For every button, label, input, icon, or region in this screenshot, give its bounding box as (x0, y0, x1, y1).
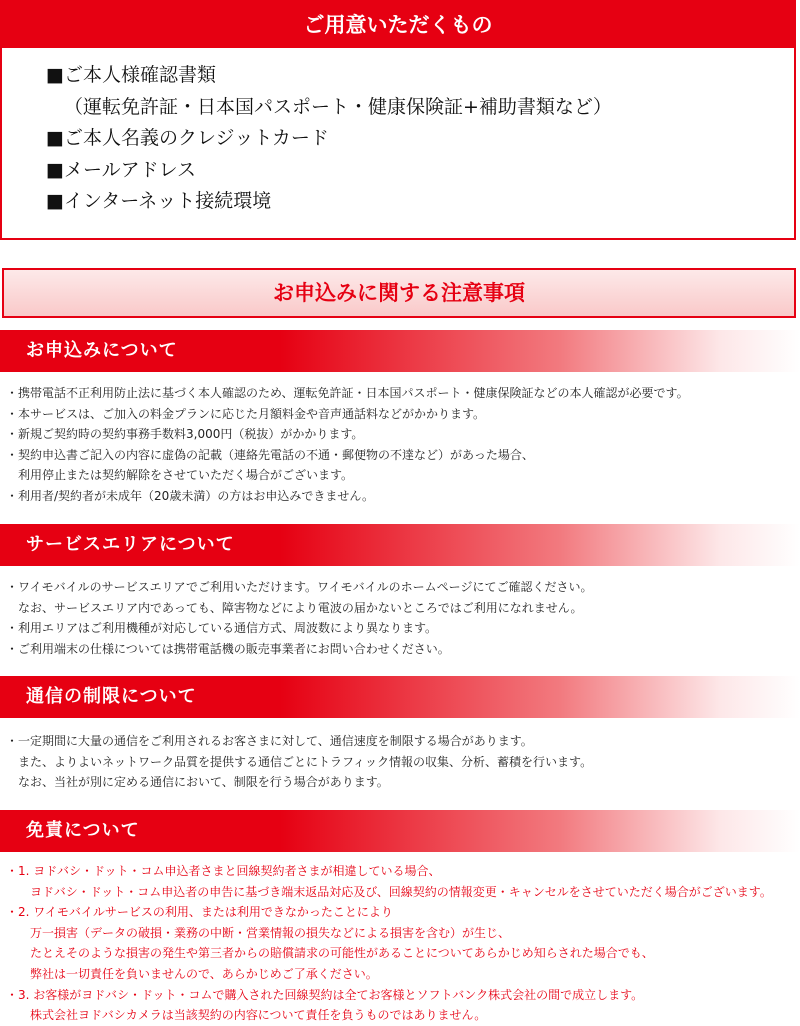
section-header-disclaimer: 免責について (0, 810, 800, 852)
text-line: 万一損害（データの破損・業務の中断・営業情報の損失などによる損害を含む）が生じ、 (6, 925, 511, 940)
text-line: 利用停止または契約解除をさせていただく場合がございます。 (6, 468, 354, 483)
preparation-item: ■ご本人名義のクレジットカード (46, 127, 329, 149)
section-header-application: お申込みについて (0, 330, 800, 372)
text-line: ・利用者/契約者が未成年（20歳未満）の方はお申込みできません。 (6, 488, 375, 503)
text-line: ヨドバシ・ドット・コム申込者の申告に基づき端末返品対応及び、回線契約の情報変更・キャンセルをさせていただく場合がございます。 (6, 884, 772, 899)
text-line: ・本サービスは、ご加入の料金プランに応じた月額料金や音声通話料などがかかります。 (6, 406, 486, 421)
section-body-application (6, 383, 796, 507)
notice-title: お申込みに関する注意事項 (2, 268, 796, 318)
text-line: ・契約申込書ご記入の内容に虚偽の記載（連絡先電話の不通・郵便物の不達など）があった場合、 (6, 447, 534, 462)
preparation-item: ■インターネット接続環境 (46, 190, 272, 212)
text-line: ・3. お客様がヨドバシ・ドット・コムで購入された回線契約は全てお客様とソフトバンク株式会社の間で成立します。 (6, 987, 644, 1002)
section-body-service-area (6, 577, 796, 659)
preparation-item: ■ご本人様確認書類 (46, 64, 216, 86)
text-line: ・1. ヨドバシ・ドット・コム申込者さまと回線契約者さまが相違している場合、 (6, 864, 441, 878)
preparation-item: ■メールアドレス (46, 158, 197, 181)
preparation-item-note: （運転免許証・日本国パスポート・健康保険証+補助書類など） (64, 95, 612, 118)
text-line: なお、サービスエリア内であっても、障害物などにより電波の届かないところではご利用になれません。 (6, 600, 583, 615)
text-line: ・2. ワイモバイルサービスの利用、または利用できなかったことにより (6, 905, 393, 920)
preparation-list (46, 60, 612, 218)
text-line: ・ワイモバイルのサービスエリアでご利用いただけます。ワイモバイルのホームページにてご確認ください。 (6, 580, 593, 594)
text-line: ・新規ご契約時の契約事務手数料3,000円（税抜）がかかります。 (6, 427, 364, 442)
text-line: ・利用エリアはご利用機種が対応している通信方式、周波数により異なります。 (6, 621, 438, 636)
preparation-title: ご用意いただくもの (2, 2, 794, 48)
text-line: ・一定期間に大量の通信をご利用されるお客さまに対して、通信速度を制限する場合があります。 (6, 734, 533, 748)
text-line: 弊社は一切責任を負いませんので、あらかじめご了承ください。 (6, 966, 378, 981)
section-body-disclaimer (6, 861, 796, 1026)
section-header-communication-limit: 通信の制限について (0, 676, 800, 718)
text-line: たとえそのような損害の発生や第三者からの賠償請求の可能性があることについてあらかじめ知らされた場合でも、 (6, 946, 654, 961)
section-body-communication-limit (6, 731, 796, 793)
text-line: また、よりよいネットワーク品質を提供する通信ごとにトラフィック情報の収集、分析、蓄積を行います。 (6, 754, 593, 769)
section-header-service-area: サービスエリアについて (0, 524, 800, 566)
text-line: ・ご利用端末の仕様については携帯電話機の販売事業者にお問い合わせください。 (6, 641, 450, 656)
text-line: ・携帯電話不正利用防止法に基づく本人確認のため、運転免許証・日本国パスポート・健康保険証などの本人確認が必要です。 (6, 386, 689, 400)
text-line: なお、当社が別に定める通信において、制限を行う場合があります。 (6, 775, 389, 790)
preparation-box (0, 0, 796, 240)
text-line: 株式会社ヨドバシカメラは当該契約の内容について責任を負うものではありません。 (6, 1008, 487, 1023)
